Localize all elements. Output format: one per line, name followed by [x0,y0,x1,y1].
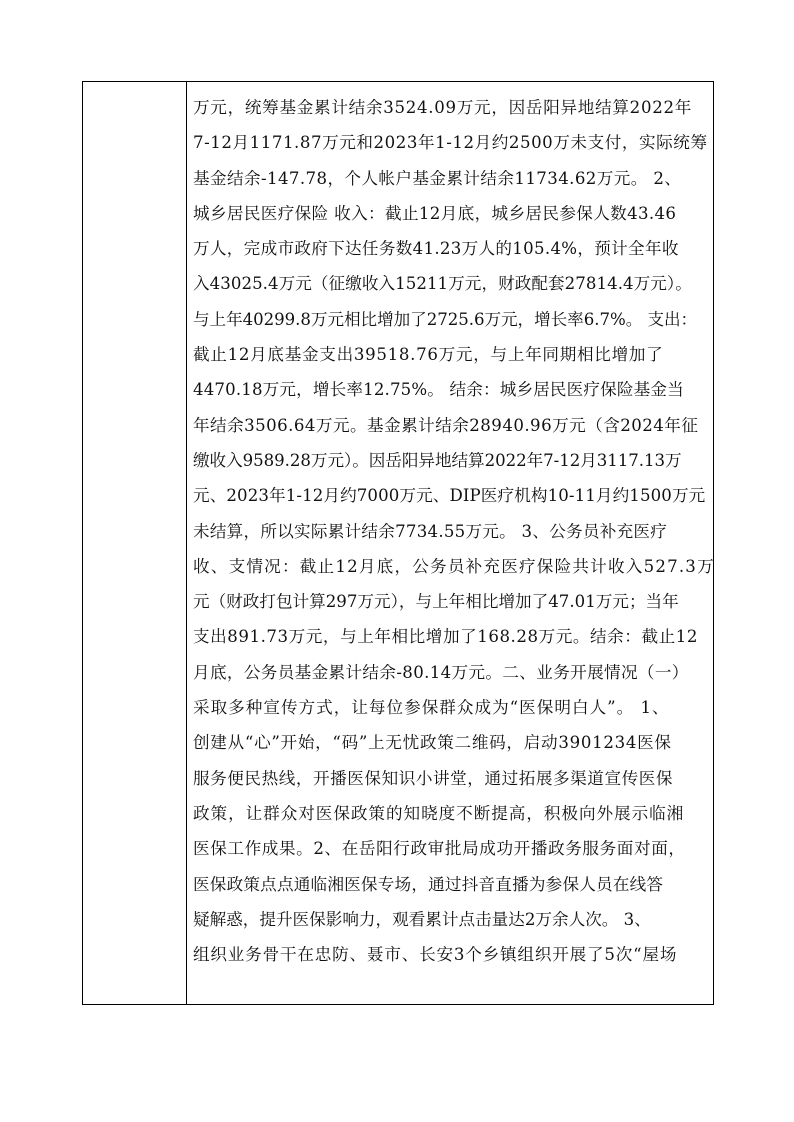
text-line: 支出891.73万元，与上年相比增加了168.28万元。结余：截止12 [193,627,698,647]
text-line: 月底，公务员基金累计结余-80.14万元。二、业务开展情况（一） [193,662,689,682]
text-line: 组织业务骨干在忠防、聂市、长安3个乡镇组织开展了5次“屋场 [193,945,678,965]
text-line: 服务便民热线，开播医保知识小讲堂，通过拓展多渠道宣传医保 [193,768,674,788]
text-line: 采取多种宣传方式，让每位参保群众成为“医保明白人”。 1、 [193,698,670,718]
text-line: 元（财政打包计算297万元），与上年相比增加了47.01万元；当年 [193,592,679,612]
text-line: 疑解惑，提升医保影响力，观看累计点击量达2万余人次。 3、 [193,909,651,929]
text-line: 城乡居民医疗保险 收入：截止12月底，城乡居民参保人数43.46 [193,203,677,223]
text-line: 基金结余-147.78，个人帐户基金累计结余11734.62万元。 2、 [193,168,682,188]
text-line: 4470.18万元，增长率12.75%。 结余：城乡居民医疗保险基金当 [193,380,684,400]
text-line: 入43025.4万元（征缴收入15211万元，财政配套27814.4万元）。 [193,274,692,294]
text-line: 万人，完成市政府下达任务数41.23万人的105.4%，预计全年收 [193,239,679,259]
text-line: 年结余3506.64万元。基金累计结余28940.96万元（含2024年征 [193,415,699,435]
text-line: 创建从“心”开始，“码”上无忧政策二维码，启动3901234医保 [193,733,672,753]
text-line: 缴收入9589.28万元）。因岳阳异地结算2022年7-12月3117.13万 [193,450,682,470]
table-left-column [83,82,187,1004]
table-content-cell [193,90,715,972]
text-line: 医保工作成果。2、在岳阳行政审批局成功开播政务服务面对面， [193,839,686,859]
document-table [82,81,714,1005]
text-line: 万元，统筹基金累计结余3524.09万元，因岳阳异地结算2022年 [193,98,693,117]
text-line: 收、支情况：截止12月底，公务员补充医疗保险共计收入527.3万 [193,556,715,576]
text-line: 截止12月底基金支出39518.76万元，与上年同期相比增加了 [193,345,664,365]
text-line: 医保政策点点通临湘医保专场，通过抖音直播为参保人员在线答 [193,874,664,894]
text-line: 与上年40299.8万元相比增加了2725.6万元，增长率6.7%。 支出： [193,309,698,329]
text-line: 7-12月1171.87万元和2023年1-12月约2500万未支付，实际统筹 [193,133,708,153]
text-line: 政策，让群众对医保政策的知晓度不断提高，积极向外展示临湘 [193,803,685,823]
text-line: 元、2023年1-12月约7000万元、DIP医疗机构10-11月约1500万元 [193,486,706,506]
text-line: 未结算，所以实际累计结余7734.55万元。 3、公务员补充医疗 [193,521,668,541]
